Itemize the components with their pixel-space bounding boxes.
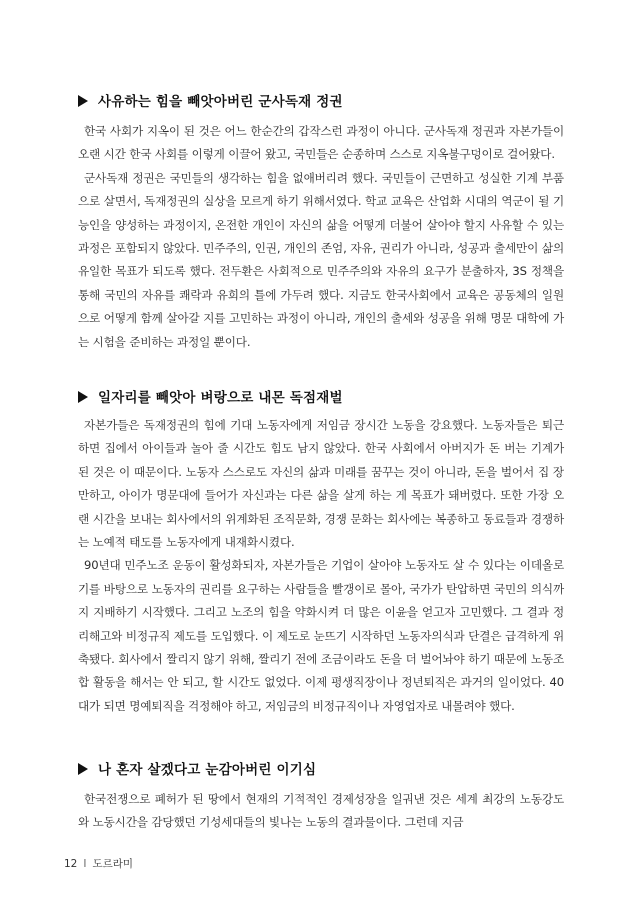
triangle-bullet-icon xyxy=(78,763,88,775)
section-1 xyxy=(78,90,564,354)
paragraph-text: 한국전쟁으로 폐허가 된 땅에서 현재의 기적적인 경제성장을 일궈낸 것은 세계 최강의 노동강도와 노동시간을 감당했던 기성세대들의 빛나는 노동의 결과물이다. 그런데 지금 xyxy=(78,792,564,830)
paragraph-text: 자본가들은 독재정권의 힘에 기대 노동자에게 저임금 장시간 노동을 강요했다. 노동자들은 퇴근하면 집에서 아이들과 놀아 줄 시간도 힘도 남지 않았다. 한국 사회에서 아버지가 돈 버는 기계가 된 것은 이 때문이다. 노동자 스스로도 자신의 삶과 미래를 꿈꾸는 것이 아니라, 돈을 벌어서 집 장만하고, 아이가 명문대에 들어가 자신과는 다른 삶을 살게 하는 게 목표가 돼버렸다. 또한 가장 오랜 시간을 보내는 회사에서의 위계화된 조직문화, 경쟁 문화는 회사에는 복종하고 동료들과 경쟁하는 노예적 태도를 노동자에게 내재화시켰다. xyxy=(78,418,564,550)
section-heading xyxy=(78,90,564,110)
footer-separator: I xyxy=(83,858,87,870)
section-heading-text: 일자리를 빼앗아 벼랑으로 내몬 독점재벌 xyxy=(98,390,343,406)
section-heading-text: 사유하는 힘을 빼앗아버린 군사독재 정권 xyxy=(98,94,343,110)
page-number: 12 xyxy=(64,858,78,870)
page-footer xyxy=(64,856,133,871)
section-3 xyxy=(78,758,564,835)
paragraph xyxy=(78,788,564,835)
paragraph-text: 군사독재 정권은 국민들의 생각하는 힘을 없애버리려 했다. 국민들이 근면하고 성실한 기계 부품으로 살면서, 독재정권의 실상을 모르게 하기 위해서였다. 학교 교육은 산업화 시대의 역군이 될 기능인을 양성하는 과정이지, 온전한 개인이 자신의 삶을 어떻게 더불어 살아야 할지 사유할 수 있는 과정은 포함되지 않았다. 민주주의, 인권, 개인의 존엄, 자유, 권리가 아니라, 성공과 출세만이 삶의 유일한 목표가 되도록 했다. 전두환은 사회적으로 민주주의와 자유의 요구가 분출하자, 3S 정책을 통해 국민의 자유를 쾌락과 유희의 틀에 가두려 했다. 지금도 한국사회에서 교육은 공동체의 일원으로 어떻게 함께 살아갈 지를 고민하는 과정이 아니라, 개인의 출세와 성공을 위해 명문 대학에 가는 시험을 준비하는 과정일 뿐이다. xyxy=(78,170,564,349)
triangle-bullet-icon xyxy=(78,391,88,403)
paragraph xyxy=(78,414,564,554)
paragraph xyxy=(78,167,564,354)
section-heading xyxy=(78,386,564,406)
triangle-bullet-icon xyxy=(78,95,88,107)
publication-name: 도르라미 xyxy=(92,858,134,870)
paragraph xyxy=(78,120,564,167)
paragraph-text: 한국 사회가 지옥이 된 것은 어느 한순간의 갑작스런 과정이 아니다. 군사독재 정권과 자본가들이 오랜 시간 한국 사회를 이렇게 이끌어 왔고, 국민들은 순종하며 스스로 지옥불구덩이로 걸어왔다. xyxy=(78,124,564,162)
paragraph xyxy=(78,554,564,718)
section-2 xyxy=(78,386,564,718)
paragraph-text: 90년대 민주노조 운동이 활성화되자, 자본가들은 기업이 살아야 노동자도 살 수 있다는 이데올로기를 바탕으로 노동자의 권리를 요구하는 사람들을 빨갱이로 몰아, 국가가 탄압하면 국민의 의식까지 지배하기 시작했다. 그리고 노조의 힘을 약화시켜 더 많은 이윤을 얻고자 고민했다. 그 결과 정리해고와 비정규직 제도를 도입했다. 이 제도로 눈뜨기 시작하던 노동자의식과 단결은 급격하게 위축됐다. 회사에서 짤리지 않기 위해, 짤리기 전에 조금이라도 돈을 더 벌어놔야 하기 때문에 노동조합 활동을 해서는 안 되고, 할 시간도 없었다. 이제 평생직장이나 정년퇴직은 과거의 일이었다. 40대가 되면 명예퇴직을 걱정해야 하고, 저임금의 비정규직이나 자영업자로 내몰려야 했다. xyxy=(78,558,564,713)
section-heading xyxy=(78,758,564,778)
section-heading-text: 나 혼자 살겠다고 눈감아버린 이기심 xyxy=(98,762,317,778)
